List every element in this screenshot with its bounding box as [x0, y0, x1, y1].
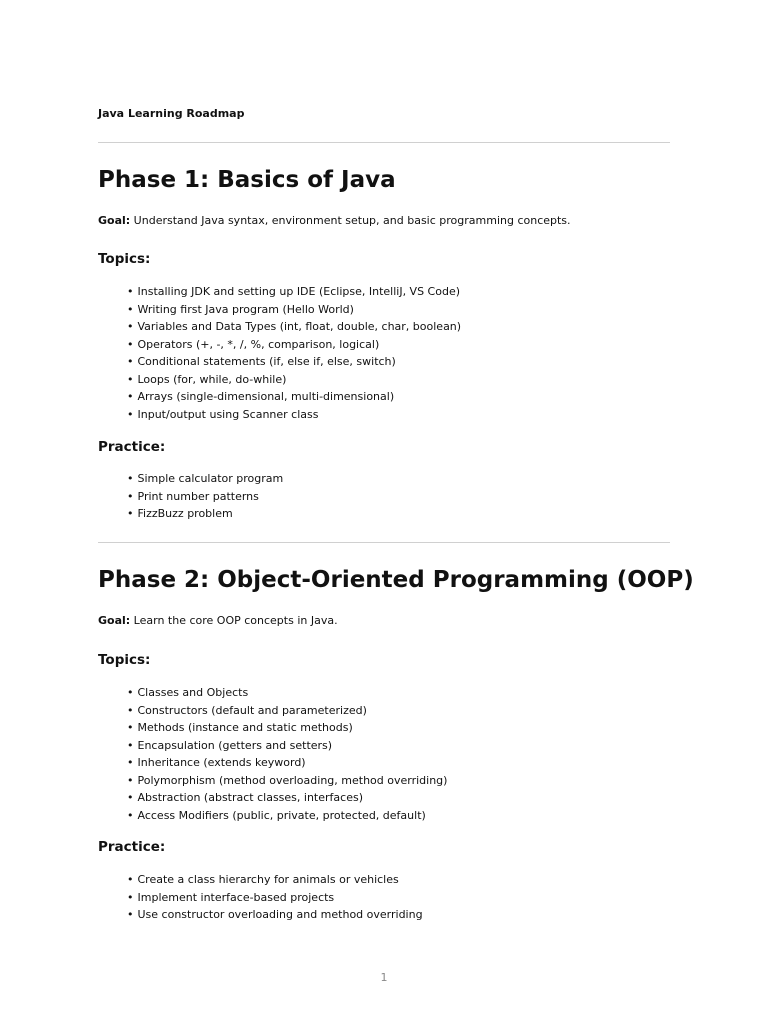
phase-1-practice-list — [127, 470, 283, 523]
list-item: • Simple calculator program — [127, 470, 283, 488]
list-item: • Print number patterns — [127, 488, 283, 506]
list-item: • Use constructor overloading and method overriding — [127, 906, 423, 924]
phase-2-title: Phase 2: Object-Oriented Programming (OOP) — [98, 567, 694, 593]
list-item: • Polymorphism (method overloading, method overriding) — [127, 772, 447, 790]
list-item: • Writing first Java program (Hello World) — [127, 301, 461, 319]
list-item: • Methods (instance and static methods) — [127, 719, 447, 737]
phase-2-topics-list — [127, 684, 447, 824]
list-item: • Inheritance (extends keyword) — [127, 754, 447, 772]
page-number: 1 — [380, 971, 388, 984]
phase-1-title: Phase 1: Basics of Java — [98, 167, 396, 193]
goal-label: Goal: — [98, 614, 131, 627]
list-item: • Access Modifiers (public, private, protected, default) — [127, 807, 447, 825]
list-item: • FizzBuzz problem — [127, 505, 283, 523]
goal-label: Goal: — [98, 214, 131, 227]
phase-1-practice-heading: Practice: — [98, 439, 166, 455]
goal-text: Learn the core OOP concepts in Java. — [130, 614, 338, 627]
list-item: • Classes and Objects — [127, 684, 447, 702]
list-item: • Loops (for, while, do-while) — [127, 371, 461, 389]
list-item: • Constructors (default and parameterized) — [127, 702, 447, 720]
phase-1-topics-list — [127, 283, 461, 423]
phase-2-goal — [98, 614, 338, 628]
goal-text: Understand Java syntax, environment setup, and basic programming concepts. — [130, 214, 571, 227]
list-item: • Operators (+, -, *, /, %, comparison, logical) — [127, 336, 461, 354]
list-item: • Encapsulation (getters and setters) — [127, 737, 447, 755]
phase-1-goal — [98, 214, 571, 228]
divider — [98, 542, 670, 543]
phase-1-topics-heading: Topics: — [98, 251, 151, 267]
phase-2-practice-heading: Practice: — [98, 839, 166, 855]
list-item: • Implement interface-based projects — [127, 889, 423, 907]
list-item: • Create a class hierarchy for animals or vehicles — [127, 871, 423, 889]
phase-2-practice-list — [127, 871, 423, 924]
list-item: • Variables and Data Types (int, float, double, char, boolean) — [127, 318, 461, 336]
divider — [98, 142, 670, 143]
list-item: • Installing JDK and setting up IDE (Eclipse, IntelliJ, VS Code) — [127, 283, 461, 301]
list-item: • Conditional statements (if, else if, else, switch) — [127, 353, 461, 371]
list-item: • Input/output using Scanner class — [127, 406, 461, 424]
list-item: • Arrays (single-dimensional, multi-dimensional) — [127, 388, 461, 406]
phase-2-topics-heading: Topics: — [98, 652, 151, 668]
list-item: • Abstraction (abstract classes, interfaces) — [127, 789, 447, 807]
document-title: Java Learning Roadmap — [98, 107, 245, 120]
